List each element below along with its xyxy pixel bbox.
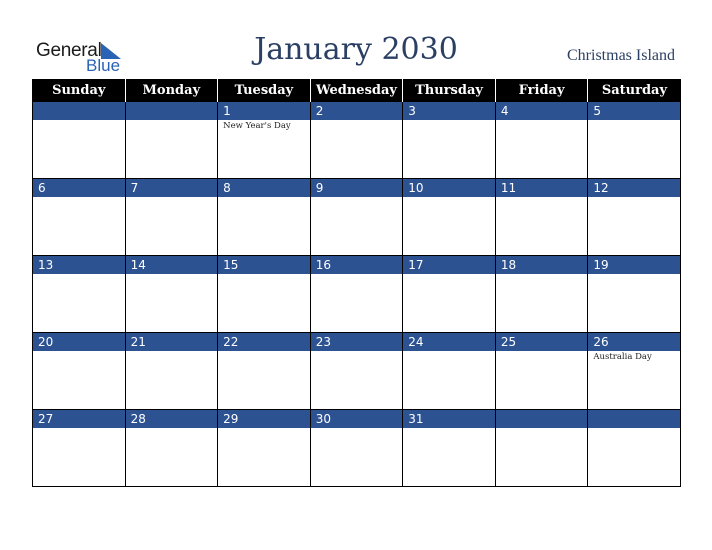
day-cell — [125, 333, 218, 410]
day-number — [496, 410, 588, 428]
day-cell — [218, 256, 311, 333]
day-number: 4 — [496, 102, 588, 120]
day-number: 20 — [33, 333, 125, 351]
day-number: 9 — [311, 179, 403, 197]
day-cell — [310, 333, 403, 410]
day-cell — [125, 102, 218, 179]
day-number: 30 — [311, 410, 403, 428]
holiday-label: New Year's Day — [223, 121, 291, 131]
day-number — [126, 102, 218, 120]
day-cell — [310, 179, 403, 256]
day-number: 25 — [496, 333, 588, 351]
day-cell — [218, 179, 311, 256]
week-row — [33, 179, 681, 256]
week-row — [33, 410, 681, 487]
day-number: 13 — [33, 256, 125, 274]
day-number: 27 — [33, 410, 125, 428]
day-number: 18 — [496, 256, 588, 274]
week-row — [33, 102, 681, 179]
weekday-friday: Friday — [495, 79, 588, 102]
day-number: 17 — [403, 256, 495, 274]
week-row — [33, 256, 681, 333]
weekday-sunday: Sunday — [33, 79, 126, 102]
weekday-thursday: Thursday — [403, 79, 496, 102]
day-cell — [33, 410, 126, 487]
holiday-label: Australia Day — [593, 352, 652, 362]
calendar-grid — [32, 79, 681, 487]
day-cell — [495, 179, 588, 256]
day-cell — [403, 102, 496, 179]
day-cell — [403, 179, 496, 256]
day-number: 10 — [403, 179, 495, 197]
day-number: 24 — [403, 333, 495, 351]
day-number: 16 — [311, 256, 403, 274]
day-number: 21 — [126, 333, 218, 351]
weekday-monday: Monday — [125, 79, 218, 102]
day-number: 2 — [311, 102, 403, 120]
day-number: 8 — [218, 179, 310, 197]
day-cell — [588, 179, 681, 256]
day-cell — [33, 102, 126, 179]
logo-word-general: General — [36, 40, 102, 61]
weekday-header-row — [33, 79, 681, 102]
region-label: Christmas Island — [567, 47, 675, 64]
day-cell — [310, 102, 403, 179]
day-cell — [403, 256, 496, 333]
day-number: 26 — [588, 333, 680, 351]
day-cell — [495, 410, 588, 487]
day-cell — [125, 410, 218, 487]
day-number: 31 — [403, 410, 495, 428]
day-cell — [218, 410, 311, 487]
day-number: 6 — [33, 179, 125, 197]
day-cell — [218, 102, 311, 179]
week-row — [33, 333, 681, 410]
day-number: 3 — [403, 102, 495, 120]
day-cell — [310, 256, 403, 333]
day-cell — [33, 333, 126, 410]
day-cell — [33, 179, 126, 256]
day-cell — [588, 256, 681, 333]
day-number: 15 — [218, 256, 310, 274]
day-number: 11 — [496, 179, 588, 197]
day-number: 22 — [218, 333, 310, 351]
weekday-wednesday: Wednesday — [310, 79, 403, 102]
day-cell — [588, 102, 681, 179]
day-number: 12 — [588, 179, 680, 197]
day-number — [33, 102, 125, 120]
day-cell — [403, 333, 496, 410]
weekday-tuesday: Tuesday — [218, 79, 311, 102]
day-cell — [588, 410, 681, 487]
day-number — [588, 410, 680, 428]
day-cell — [403, 410, 496, 487]
day-number: 19 — [588, 256, 680, 274]
day-cell — [125, 256, 218, 333]
day-cell — [495, 102, 588, 179]
day-number: 5 — [588, 102, 680, 120]
day-cell — [218, 333, 311, 410]
logo-word-blue: Blue — [86, 56, 121, 75]
day-cell — [495, 256, 588, 333]
day-number: 29 — [218, 410, 310, 428]
day-number: 23 — [311, 333, 403, 351]
day-number: 7 — [126, 179, 218, 197]
day-cell — [33, 256, 126, 333]
weekday-saturday: Saturday — [588, 79, 681, 102]
day-cell — [310, 410, 403, 487]
day-number: 14 — [126, 256, 218, 274]
day-number: 28 — [126, 410, 218, 428]
day-cell — [588, 333, 681, 410]
page-title: January 2030 — [254, 32, 458, 67]
day-cell — [495, 333, 588, 410]
day-cell — [125, 179, 218, 256]
day-number: 1 — [218, 102, 310, 120]
